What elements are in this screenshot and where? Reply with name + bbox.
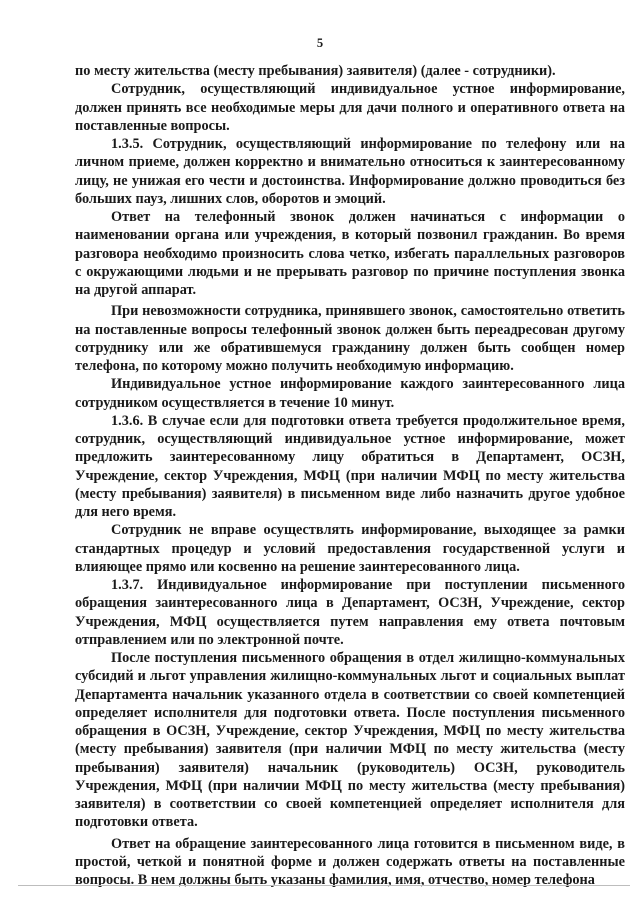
paragraph: 1.3.7. Индивидуальное информирование при поступлении письменного обращения заинтересованного лица в Департамент, ОСЗН, Учреждение, сектор Учреждения, МФЦ осуществляется путем направления ему ответа почтовым отправлением или по электронной почте. [75, 577, 625, 648]
bottom-scan-edge [18, 885, 630, 886]
paragraph: При невозможности сотрудника, принявшего звонок, самостоятельно ответить на поставленные вопросы телефонный звонок должен быть переадресован другому сотруднику или же обратившемуся гражданину должен быть сообщен номер телефона, по которому можно получить необходимую информацию. [75, 303, 625, 374]
paragraph: по месту жительства (месту пребывания) заявителя) (далее - сотрудники). [75, 63, 556, 79]
paragraph: Сотрудник, осуществляющий индивидуальное устное информирование, должен принять все необходимые меры для дачи полного и оперативного ответа на поставленные вопросы. [75, 81, 625, 134]
paragraph: Индивидуальное устное информирование каждого заинтересованного лица сотрудником осуществляется в течение 10 минут. [75, 376, 625, 411]
document-body [75, 62, 625, 889]
paragraph: 1.3.5. Сотрудник, осуществляющий информирование по телефону или на личном приеме, должен корректно и внимательно относиться к заинтересованному лицу, не унижая его чести и достоинства. Информирование должно проводиться без больших пауз, лишних слов, оборотов и эмоций. [75, 136, 625, 207]
paragraph: Сотрудник не вправе осуществлять информирование, выходящее за рамки стандартных процедур и условий предоставления государственной услуги и влияющее прямо или косвенно на решение заинтересованного лица. [75, 522, 625, 575]
paragraph: Ответ на обращение заинтересованного лица готовится в письменном виде, в простой, четкой и понятной форме и должен содержать ответы на поставленные вопросы. В нем должны быть указаны фамилия, имя, отчество, номер телефона [75, 835, 625, 888]
paragraph: 1.3.6. В случае если для подготовки ответа требуется продолжительное время, сотрудник, осуществляющий индивидуальное устное информирование, может предложить заинтересованному лицу обратиться в Департамент, ОСЗН, Учреждение, сектор Учреждения, МФЦ (при наличии МФЦ по месту жительства (месту пребывания) заявителя) в письменном виде либо назначить другое удобное для него время. [75, 412, 625, 520]
page-number: 5 [316, 36, 324, 50]
paragraph: Ответ на телефонный звонок должен начинаться с информации о наименовании органа или учреждения, в который позвонил гражданин. Во время разговора необходимо произносить слова четко, избегать параллельных разговоров с окружающими людьми и не прерывать разговор по причине поступления звонка на другой аппарат. [75, 209, 625, 298]
paragraph: После поступления письменного обращения в отдел жилищно-коммунальных субсидий и льгот управления жилищно-коммунальных льгот и социальных выплат Департамента начальник указанного отдела в соответствии со своей компетенцией определяет исполнителя для подготовки ответа. После поступления письменного обращения в ОСЗН, Учреждение, сектор Учреждения, МФЦ по месту жительства (месту пребывания) заявителя (при наличии МФЦ по месту жительства (месту пребывания) заявителя) начальник (руководитель) ОСЗН, руководитель Учреждения, МФЦ (при наличии МФЦ по месту жительства (месту пребывания) заявителя) в соответствии со своей компетенцией определяет исполнителя для подготовки ответа. [75, 650, 625, 831]
